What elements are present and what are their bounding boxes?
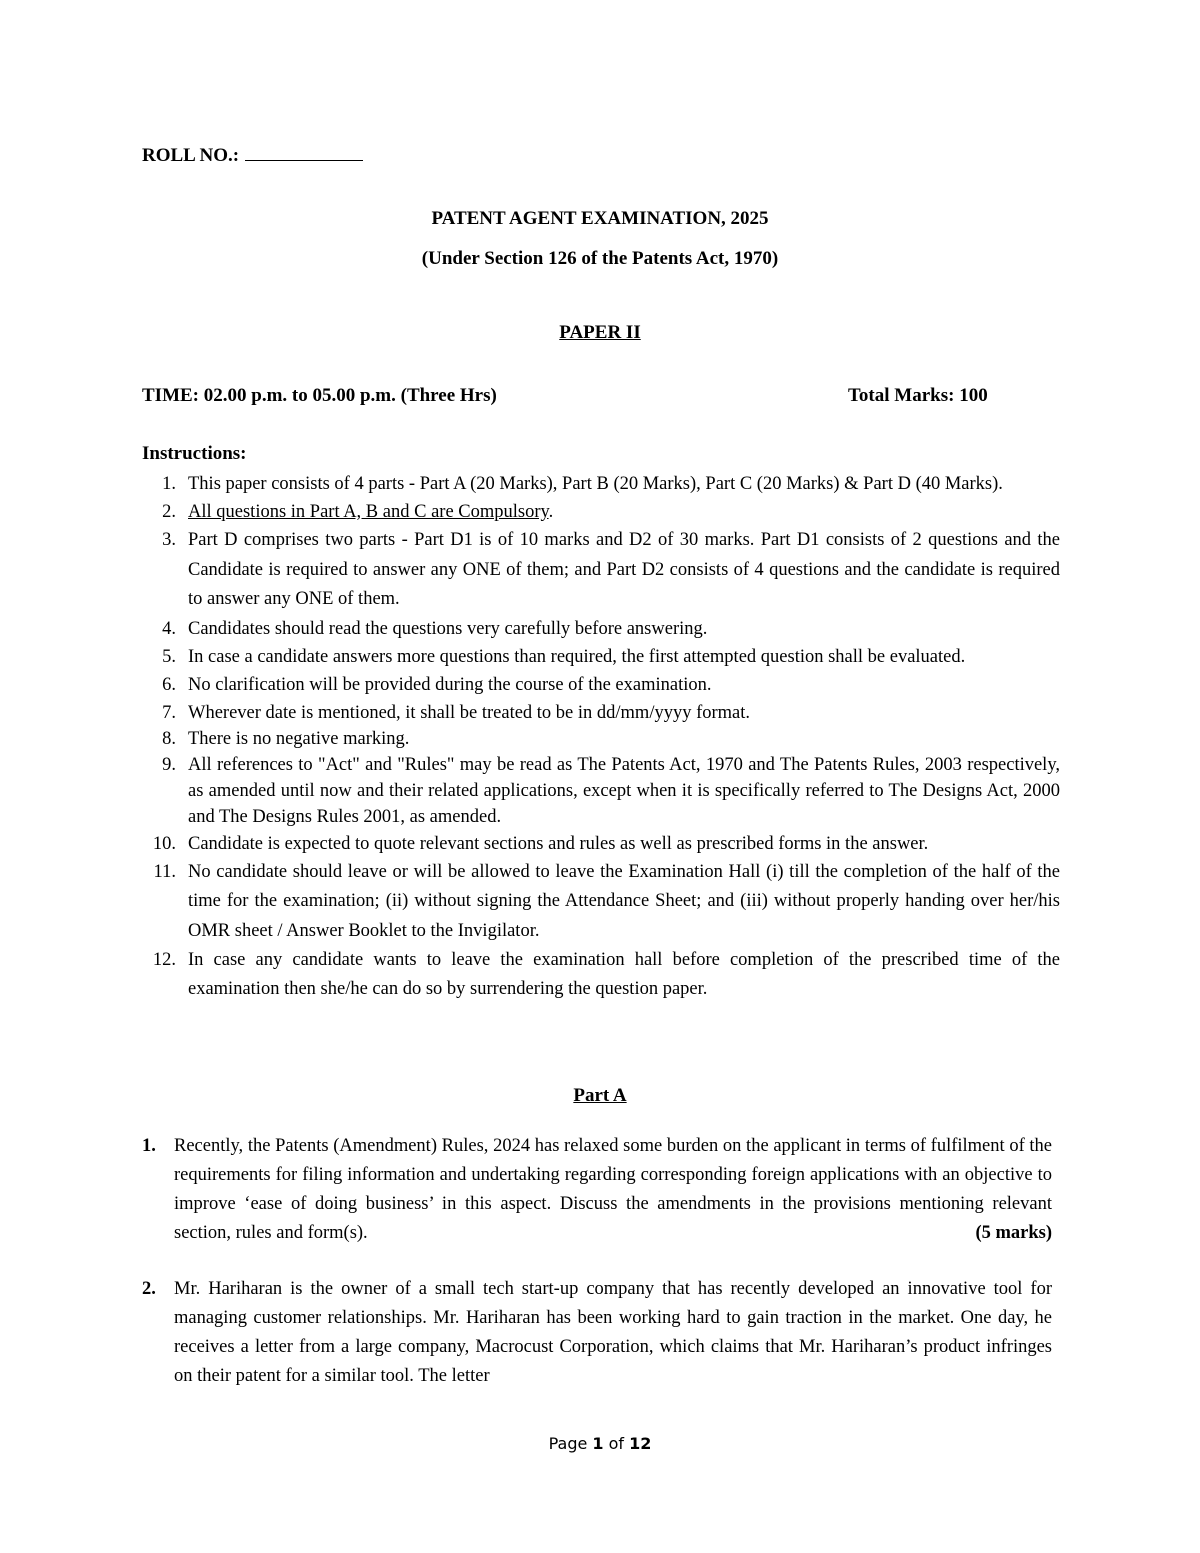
instruction-text: There is no negative marking. [188, 728, 410, 749]
questions-list [142, 1132, 1052, 1391]
roll-number-line [142, 142, 363, 167]
question-text: Mr. Hariharan is the owner of a small tech start-up company that has recently developed an innovative tool for managing customer relationships. Mr. Hariharan has been working hard to gain traction in the market. One day, he receives a letter from a large company, Macrocust Corporation, which claims that Mr. Hariharan’s product infringes on their patent for a similar tool. The letter [174, 1279, 1052, 1386]
question-item [142, 1132, 1052, 1248]
instruction-item [142, 727, 1060, 752]
instruction-number: 4. [162, 618, 176, 639]
instructions-heading: Instructions: [142, 443, 247, 464]
instruction-item [142, 498, 1060, 526]
instruction-text: All questions in Part A, B and C are Compulsory [188, 502, 549, 522]
footer-current-page: 1 [592, 1434, 604, 1453]
instruction-text: Wherever date is mentioned, it shall be treated to be in dd/mm/yyyy format. [188, 702, 751, 723]
question-item [142, 1275, 1052, 1391]
instruction-item [142, 830, 1060, 858]
instruction-item [142, 526, 1060, 615]
total-marks: Total Marks: 100 [848, 385, 988, 406]
instruction-item [142, 643, 1060, 671]
question-marks: (5 marks) [975, 1223, 1052, 1243]
exam-subtitle: (Under Section 126 of the Patents Act, 1970) [421, 248, 779, 269]
instruction-text: In case any candidate wants to leave the examination hall before completion of the prescribed time of the examination then she/he can do so by surrendering the question paper. [188, 950, 1060, 999]
paper-heading-wrap [0, 322, 1200, 344]
instruction-number: 7. [162, 702, 176, 723]
instruction-text: Candidates should read the questions very carefully before answering. [188, 618, 708, 639]
instruction-text: Part D comprises two parts - Part D1 is of 10 marks and D2 of 30 marks. Part D1 consists of 2 questions and the Candidate is required to answer any ONE of them; and Part D2 consists of 4 questions and the candidate is required to answer any ONE of them. [188, 530, 1060, 609]
instruction-item [142, 858, 1060, 947]
instruction-number: 8. [162, 728, 176, 749]
part-a-heading-wrap [0, 1085, 1200, 1107]
instruction-item [142, 615, 1060, 643]
instruction-item [142, 671, 1060, 699]
instruction-number: 12. [152, 950, 176, 970]
footer-page-word: Page [548, 1434, 588, 1453]
part-a-heading: Part A [573, 1085, 627, 1106]
instruction-text: Candidate is expected to quote relevant sections and rules as well as prescribed forms in the answer. [188, 833, 929, 854]
instruction-number: 9. [162, 754, 176, 775]
instruction-number: 3. [162, 530, 176, 550]
instruction-item [142, 752, 1060, 830]
instruction-number: 1. [162, 474, 176, 494]
instruction-suffix: . [548, 502, 554, 522]
instruction-text: No clarification will be provided during the course of the examination. [188, 674, 712, 695]
instruction-number: 5. [162, 646, 176, 667]
instructions-list [142, 470, 1060, 1004]
instruction-item [142, 699, 1060, 727]
roll-blank [245, 142, 363, 161]
footer-of-word: of [608, 1434, 625, 1453]
instruction-item [142, 470, 1060, 498]
instruction-text: This paper consists of 4 parts - Part A (20 Marks), Part B (20 Marks), Part C (20 Marks) & Part D (40 Marks). [188, 474, 1003, 494]
footer-total-pages: 12 [629, 1434, 652, 1453]
instruction-item [142, 946, 1060, 1004]
roll-label: ROLL NO.: [142, 145, 240, 166]
exam-title: PATENT AGENT EXAMINATION, 2025 [431, 208, 769, 229]
time-line: TIME: 02.00 p.m. to 05.00 p.m. (Three Hrs) [142, 385, 497, 406]
question-text: Recently, the Patents (Amendment) Rules, 2024 has relaxed some burden on the applicant in terms of fulfilment of the requirements for filing information and undertaking regarding corresponding foreign applications with an objective to improve ‘ease of doing business’ in this aspect. Discuss the amendments in the provisions mentioning relevant section, rules and form(s). [174, 1136, 1052, 1243]
instruction-text: In case a candidate answers more questions than required, the first attempted question shall be evaluated. [188, 646, 966, 667]
question-number: 2. [142, 1279, 156, 1299]
instruction-number: 2. [162, 502, 176, 522]
question-number: 1. [142, 1136, 156, 1156]
instruction-text: No candidate should leave or will be allowed to leave the Examination Hall (i) till the completion of the half of the time for the examination; (ii) without signing the Attendance Sheet; and (iii) without properly handing over her/his OMR sheet / Answer Booklet to the Invigilator. [188, 861, 1060, 941]
instruction-text: All references to "Act" and "Rules" may be read as The Patents Act, 1970 and The Patents Rules, 2003 respectively, as amended until now and their related applications, except when it is specifically referred to The Designs Act, 2000 and The Designs Rules 2001, as amended. [188, 754, 1060, 827]
page-footer [0, 1434, 1200, 1453]
instruction-number: 11. [153, 861, 176, 882]
instruction-number: 6. [162, 674, 176, 695]
paper-heading: PAPER II [559, 322, 641, 343]
instruction-number: 10. [152, 833, 176, 854]
